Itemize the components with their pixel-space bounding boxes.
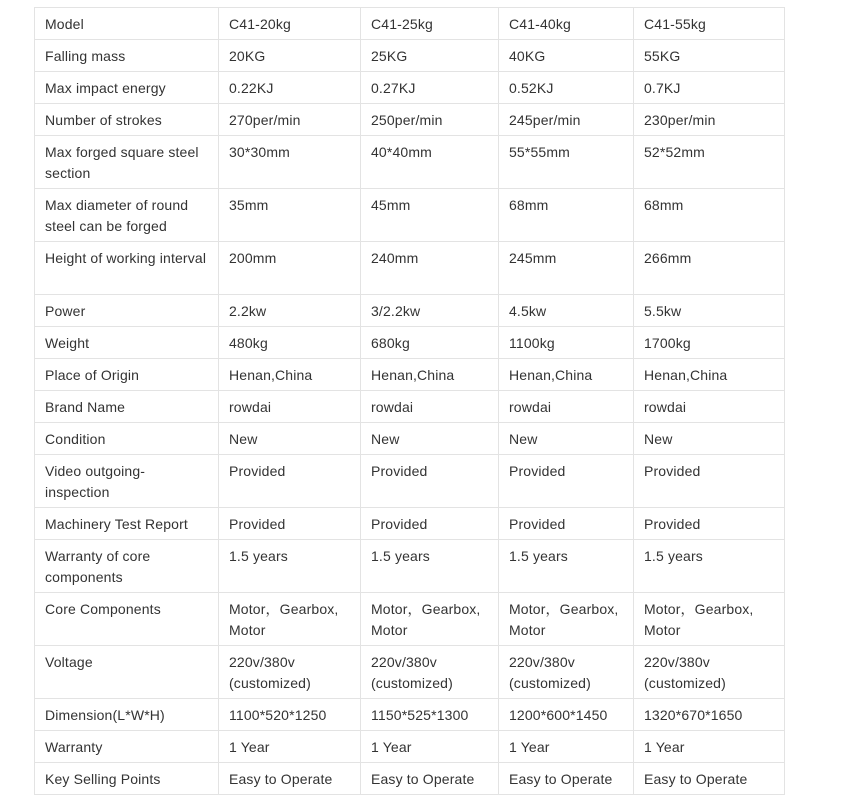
table-cell: 1700kg: [634, 327, 785, 359]
table-cell: 35mm: [219, 189, 361, 242]
table-cell: 2.2kw: [219, 295, 361, 327]
table-cell: 25KG: [361, 40, 499, 72]
table-cell: Henan,China: [499, 359, 634, 391]
table-cell: 1320*670*1650: [634, 699, 785, 731]
row-label: Machinery Test Report: [35, 508, 219, 540]
table-cell: New: [499, 423, 634, 455]
table-cell: Provided: [499, 508, 634, 540]
table-cell: 3/2.2kw: [361, 295, 499, 327]
row-label: Key Selling Points: [35, 763, 219, 795]
table-cell: 220v/380v (customized): [634, 646, 785, 699]
table-cell: 4.5kw: [499, 295, 634, 327]
table-cell: 1200*600*1450: [499, 699, 634, 731]
table-cell: 250per/min: [361, 104, 499, 136]
table-header-row: [35, 8, 785, 40]
row-label: Falling mass: [35, 40, 219, 72]
table-cell: rowdai: [219, 391, 361, 423]
table-row: [35, 72, 785, 104]
table-cell: 1100*520*1250: [219, 699, 361, 731]
row-label: Video outgoing-inspection: [35, 455, 219, 508]
table-row: [35, 189, 785, 242]
table-cell: 1.5 years: [499, 540, 634, 593]
table-cell: rowdai: [499, 391, 634, 423]
table-cell: Motor，Gearbox, Motor: [219, 593, 361, 646]
table-row: [35, 593, 785, 646]
table-cell: Henan,China: [219, 359, 361, 391]
table-row: [35, 508, 785, 540]
table-row: [35, 104, 785, 136]
table-cell: 68mm: [499, 189, 634, 242]
table-cell: 0.52KJ: [499, 72, 634, 104]
table-row: [35, 540, 785, 593]
table-cell: Provided: [499, 455, 634, 508]
row-label: Number of strokes: [35, 104, 219, 136]
table-cell: 1 Year: [499, 731, 634, 763]
table-cell: 1150*525*1300: [361, 699, 499, 731]
table-cell: 1 Year: [219, 731, 361, 763]
table-cell: 30*30mm: [219, 136, 361, 189]
table-row: [35, 136, 785, 189]
table-header-cell: Model: [35, 8, 219, 40]
row-label: Warranty: [35, 731, 219, 763]
table-row: [35, 646, 785, 699]
table-header-cell: C41-25kg: [361, 8, 499, 40]
table-cell: Henan,China: [361, 359, 499, 391]
table-cell: 0.7KJ: [634, 72, 785, 104]
row-label: Height of working interval: [35, 242, 219, 295]
table-cell: 40KG: [499, 40, 634, 72]
row-label: Dimension(L*W*H): [35, 699, 219, 731]
table-cell: 1 Year: [361, 731, 499, 763]
table-cell: Motor，Gearbox, Motor: [361, 593, 499, 646]
row-label: Power: [35, 295, 219, 327]
table-cell: Motor，Gearbox, Motor: [499, 593, 634, 646]
table-header-cell: C41-20kg: [219, 8, 361, 40]
table-cell: Easy to Operate: [634, 763, 785, 795]
table-cell: 680kg: [361, 327, 499, 359]
table-cell: 245per/min: [499, 104, 634, 136]
row-label: Max forged square steel section: [35, 136, 219, 189]
table-cell: 220v/380v (customized): [361, 646, 499, 699]
table-cell: 55*55mm: [499, 136, 634, 189]
table-cell: New: [634, 423, 785, 455]
table-cell: 220v/380v (customized): [219, 646, 361, 699]
table-cell: 0.22KJ: [219, 72, 361, 104]
table-cell: Easy to Operate: [361, 763, 499, 795]
table-cell: 40*40mm: [361, 136, 499, 189]
table-cell: 220v/380v (customized): [499, 646, 634, 699]
row-label: Voltage: [35, 646, 219, 699]
row-label: Core Components: [35, 593, 219, 646]
table-cell: Motor，Gearbox, Motor: [634, 593, 785, 646]
table-cell: Henan,China: [634, 359, 785, 391]
row-label: Weight: [35, 327, 219, 359]
spec-table: [34, 7, 785, 795]
spec-table-container: [34, 7, 785, 795]
table-cell: 45mm: [361, 189, 499, 242]
table-row: [35, 327, 785, 359]
table-cell: 55KG: [634, 40, 785, 72]
table-cell: Provided: [634, 508, 785, 540]
table-cell: 245mm: [499, 242, 634, 295]
table-cell: Provided: [219, 508, 361, 540]
table-header-cell: C41-55kg: [634, 8, 785, 40]
table-cell: 1.5 years: [361, 540, 499, 593]
table-row: [35, 455, 785, 508]
table-cell: 52*52mm: [634, 136, 785, 189]
table-cell: 480kg: [219, 327, 361, 359]
table-cell: Provided: [634, 455, 785, 508]
table-row: [35, 699, 785, 731]
table-cell: 0.27KJ: [361, 72, 499, 104]
table-cell: 266mm: [634, 242, 785, 295]
table-cell: 5.5kw: [634, 295, 785, 327]
table-cell: 68mm: [634, 189, 785, 242]
table-row: [35, 391, 785, 423]
table-cell: rowdai: [634, 391, 785, 423]
table-cell: Easy to Operate: [499, 763, 634, 795]
table-cell: 230per/min: [634, 104, 785, 136]
table-cell: Provided: [361, 508, 499, 540]
table-cell: 20KG: [219, 40, 361, 72]
table-row: [35, 359, 785, 391]
table-cell: Provided: [219, 455, 361, 508]
table-cell: New: [219, 423, 361, 455]
table-cell: 240mm: [361, 242, 499, 295]
table-row: [35, 295, 785, 327]
table-cell: 1.5 years: [634, 540, 785, 593]
row-label: Brand Name: [35, 391, 219, 423]
table-cell: 1100kg: [499, 327, 634, 359]
table-row: [35, 763, 785, 795]
table-cell: 200mm: [219, 242, 361, 295]
table-cell: New: [361, 423, 499, 455]
row-label: Max impact energy: [35, 72, 219, 104]
row-label: Warranty of core components: [35, 540, 219, 593]
table-cell: rowdai: [361, 391, 499, 423]
row-label: Max diameter of round steel can be forged: [35, 189, 219, 242]
table-row: [35, 423, 785, 455]
table-cell: 1 Year: [634, 731, 785, 763]
row-label: Condition: [35, 423, 219, 455]
table-row: [35, 40, 785, 72]
table-cell: 270per/min: [219, 104, 361, 136]
table-cell: 1.5 years: [219, 540, 361, 593]
table-cell: Easy to Operate: [219, 763, 361, 795]
table-row: [35, 731, 785, 763]
row-label: Place of Origin: [35, 359, 219, 391]
table-header-cell: C41-40kg: [499, 8, 634, 40]
table-row: [35, 242, 785, 295]
table-cell: Provided: [361, 455, 499, 508]
